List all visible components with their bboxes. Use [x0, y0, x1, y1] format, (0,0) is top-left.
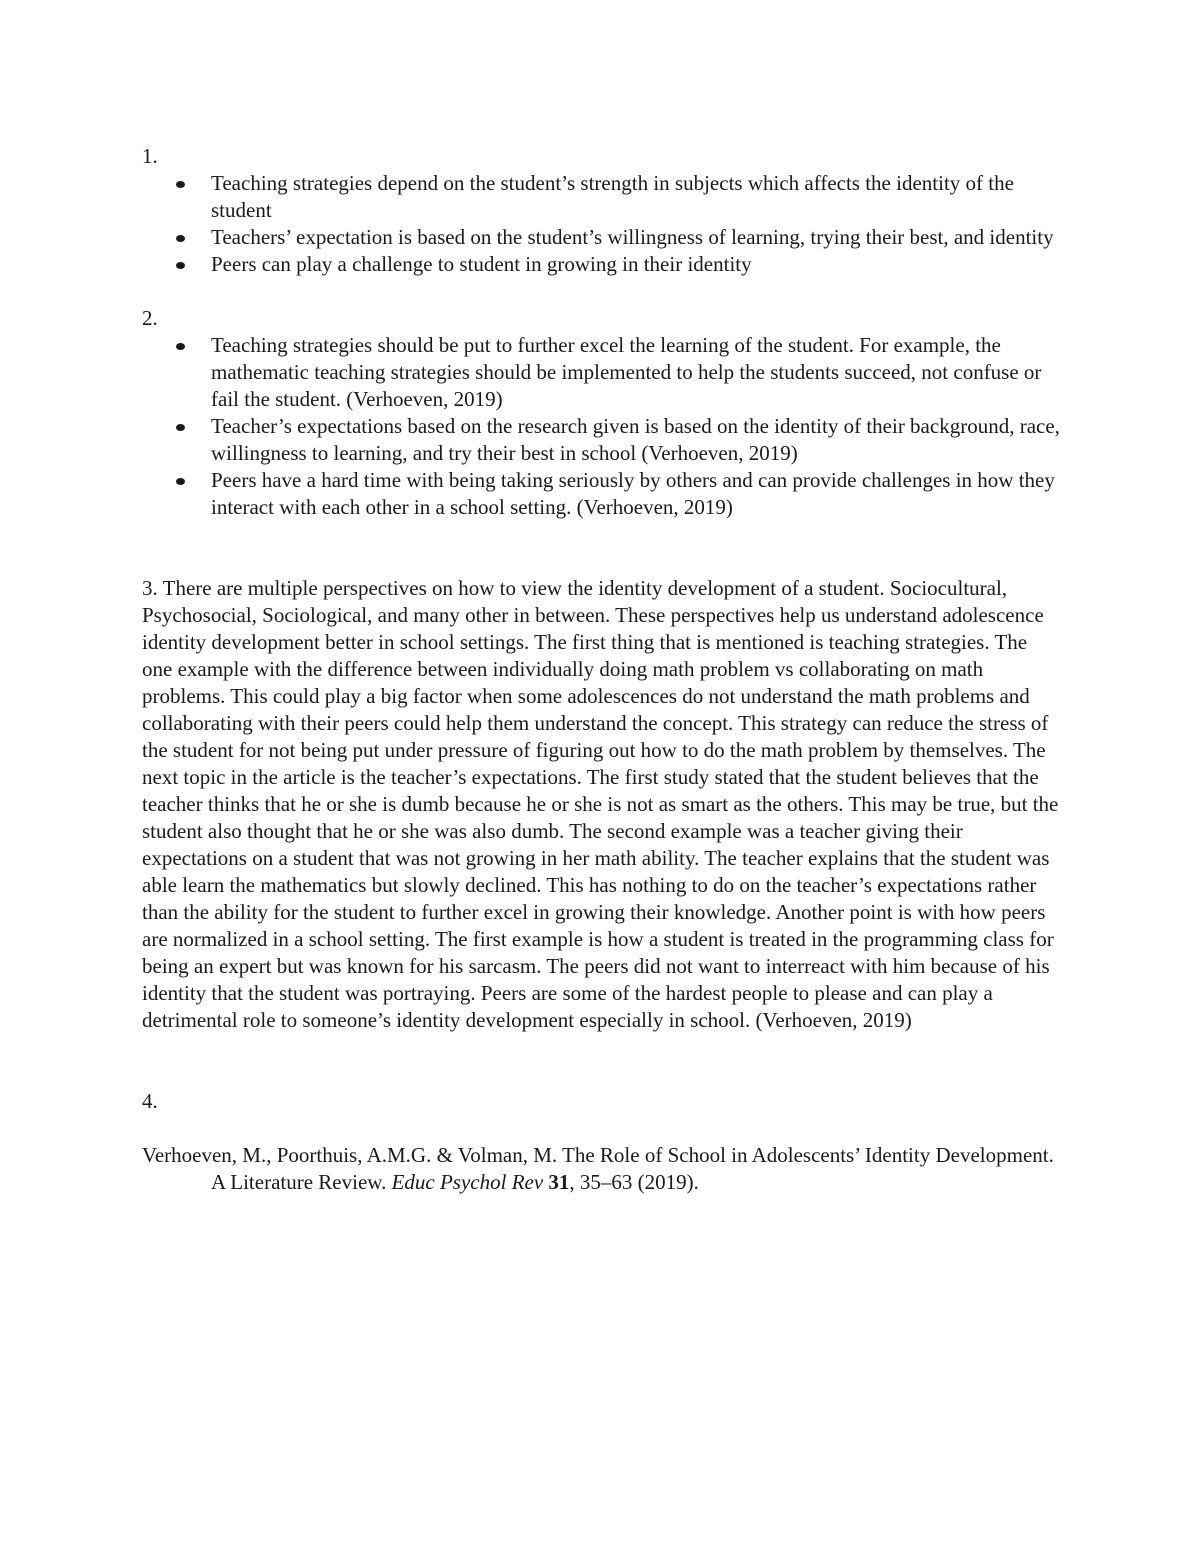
spacer — [142, 521, 1062, 575]
spacer — [142, 1034, 1062, 1088]
reference-authors-title: Verhoeven, M., Poorthuis, A.M.G. & Volman, M. The Role of School in Adolescents’ Identity Development. A Literature Review. — [142, 1143, 1054, 1194]
document-page — [142, 143, 1062, 1196]
section-3-paragraph: 3. There are multiple perspectives on how to view the identity development of a student. Sociocultural, Psychosocial, Sociological, and many other in between. These perspectives help us understand adolescence identity development better in school settings. The first thing that is mentioned is teaching strategies. The one example with the difference between individually doing math problem vs collaborating on math problems. This could play a big factor when some adolescences do not understand the math problems and collaborating with their peers could help them understand the concept. This strategy can reduce the stress of the student for not being put under pressure of figuring out how to do the math problem by themselves. The next topic in the article is the teacher’s expectations. The first study stated that the student believes that the teacher thinks that he or she is dumb because he or she is not as smart as the others. This may be true, but the student also thought that he or she was also dumb. The second example was a teacher giving their expectations on a student that was not growing in her math ability. The teacher explains that the student was able learn the mathematics but slowly declined. This has nothing to do on the teacher’s expectations rather than the ability for the student to further excel in growing their knowledge. Another point is with how peers are normalized in a school setting. The first example is how a student is treated in the programming class for being an expert but was known for his sarcasm. The peers did not want to interreact with him because of his identity that the student was portraying. Peers are some of the hardest people to please and can play a detrimental role to someone’s identity development especially in school. (Verhoeven, 2019) — [142, 576, 1059, 1032]
bullet-icon — [176, 235, 185, 242]
section-4-number: 4. — [142, 1089, 158, 1113]
bullet-icon — [176, 262, 185, 269]
spacer — [142, 278, 1062, 305]
section-2-bullet-2 — [142, 413, 1062, 467]
bullet-text: Teaching strategies depend on the student’s strength in subjects which affects the identity of the student — [211, 171, 1014, 222]
reference-pages-year: , 35–63 (2019). — [569, 1170, 699, 1194]
section-1-bullet-2 — [142, 224, 1062, 251]
bullet-text: Teaching strategies should be put to further excel the learning of the student. For example, the mathematic teaching strategies should be implemented to help the students succeed, not confuse or fail the student. (Verhoeven, 2019) — [211, 333, 1042, 411]
section-2-bullet-3 — [142, 467, 1062, 521]
section-1-number: 1. — [142, 144, 158, 168]
section-2-number: 2. — [142, 306, 158, 330]
bullet-icon — [176, 424, 185, 431]
section-1-list — [142, 170, 1062, 278]
bullet-text: Peers can play a challenge to student in growing in their identity — [211, 252, 752, 276]
bullet-icon — [176, 181, 185, 188]
section-1-bullet-1 — [142, 170, 1062, 224]
spacer — [142, 1115, 1062, 1142]
bullet-icon — [176, 478, 185, 485]
reference-entry — [142, 1142, 1062, 1196]
reference-volume: 31 — [548, 1170, 570, 1194]
bullet-text: Teacher’s expectations based on the research given is based on the identity of their background, race, willingness to learning, and try their best in school (Verhoeven, 2019) — [211, 414, 1060, 465]
reference-journal: Educ Psychol Rev — [391, 1170, 544, 1194]
bullet-text: Teachers’ expectation is based on the student’s willingness of learning, trying their best, and identity — [211, 225, 1054, 249]
section-2-list — [142, 332, 1062, 521]
bullet-text: Peers have a hard time with being taking seriously by others and can provide challenges in how they interact with each other in a school setting. (Verhoeven, 2019) — [211, 468, 1055, 519]
bullet-icon — [176, 343, 185, 350]
section-1-bullet-3 — [142, 251, 1062, 278]
section-2-bullet-1 — [142, 332, 1062, 413]
